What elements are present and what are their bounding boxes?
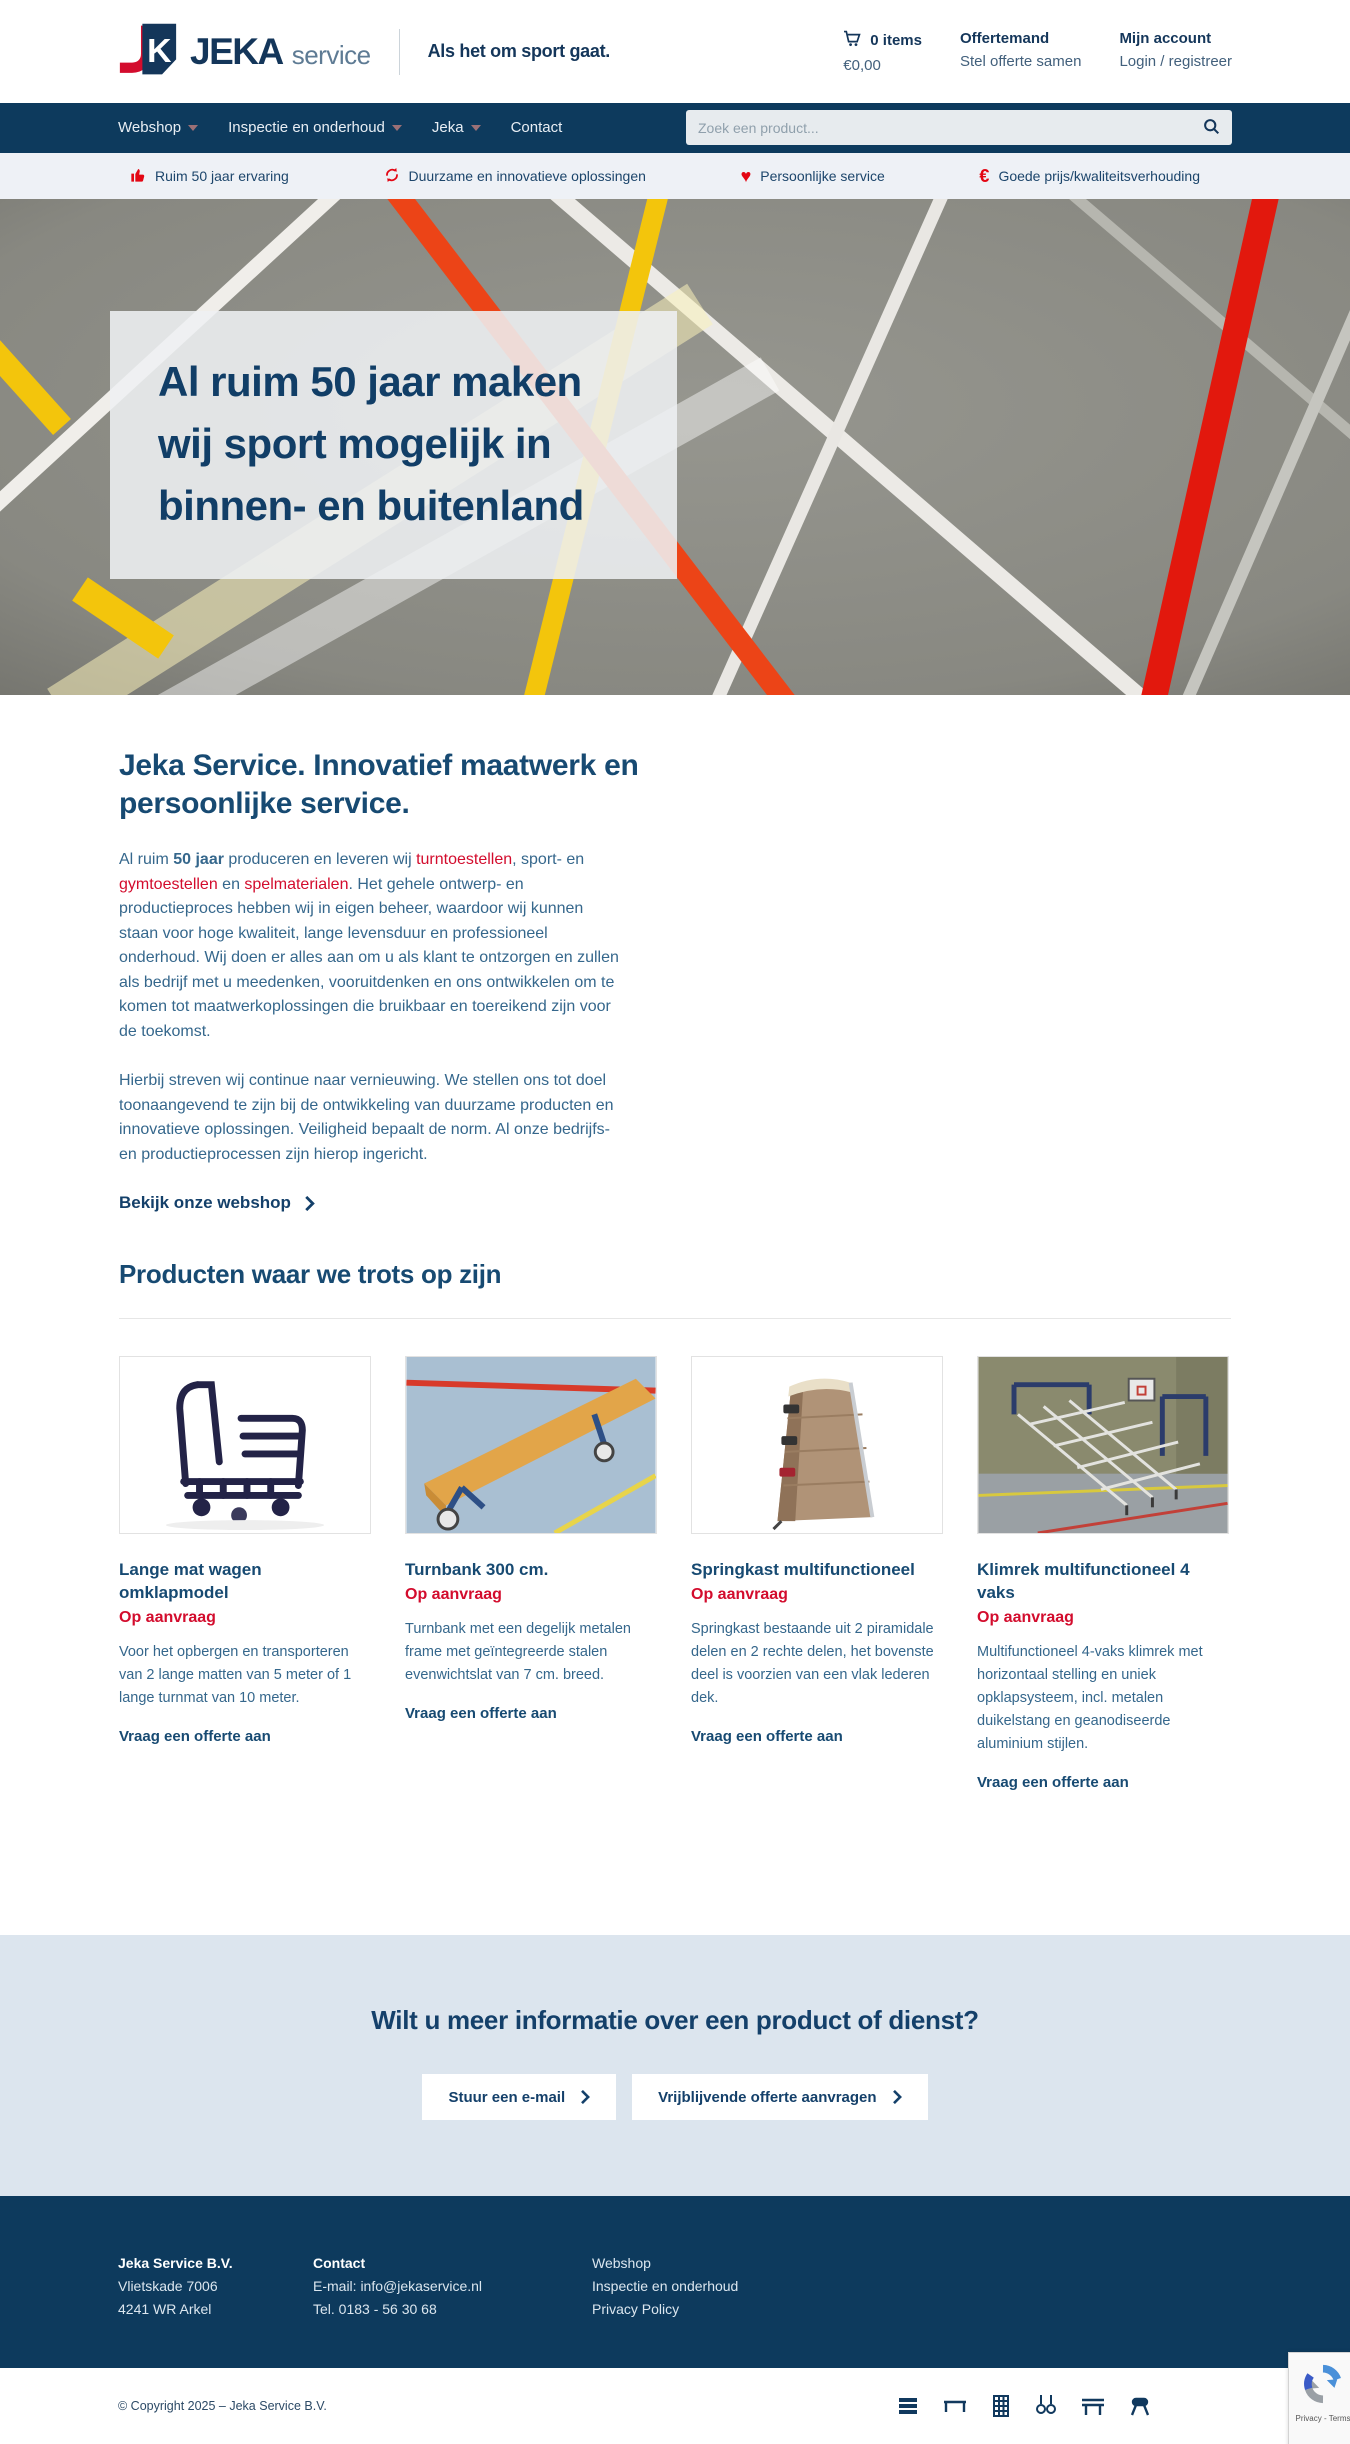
chevron-down-icon [188,125,198,131]
usp-item-service [741,167,885,185]
search-button[interactable] [1203,118,1220,138]
hero-banner [0,199,1350,695]
link-gymtoestellen[interactable]: gymtoestellen [119,875,218,893]
nav-label: Webshop [118,119,182,136]
product-image-springkast[interactable] [691,1356,943,1534]
cart-amount: €0,00 [843,56,881,74]
product-description: Voor het opbergen en transporteren van 2 lange matten van 5 meter of 1 lange turnmat van 10 meter. [119,1644,352,1706]
product-grid [119,1356,1231,1791]
footer-contact-column [313,2252,592,2368]
jeka-logo-mark-icon [118,21,178,82]
product-price: Op aanvraag [691,1586,788,1603]
chevron-down-icon [392,125,402,131]
product-image-turnbank[interactable] [405,1356,657,1534]
intro-text-bold: 50 jaar [173,851,224,868]
email-button-label: Stuur een e-mail [448,2088,566,2106]
copyright-text: © Copyright 2025 – Jeka Service B.V. [118,2399,327,2413]
climbing-frame-icon [990,2394,1012,2418]
rings-icon [1034,2394,1058,2418]
vaulting-buck-icon [1128,2394,1152,2418]
chevron-right-icon [893,2090,902,2104]
bench-icon [942,2394,968,2418]
intro-heading: Jeka Service. Innovatief maatwerk en persoonlijke service. [119,749,639,820]
offer-widget[interactable] [960,30,1081,74]
footer-link-privacy[interactable]: Privacy Policy [592,2301,680,2317]
footer-company-name: Jeka Service B.V. [118,2255,233,2271]
account-login-link: Login / registreer [1119,52,1232,70]
nav-label: Jeka [431,119,464,136]
logo-text-jeka: JEKA [190,30,283,72]
nav-item-jeka[interactable] [432,119,481,136]
intro-text: produceren en leveren wij [223,851,417,868]
product-price: Op aanvraag [119,1609,216,1626]
intro-paragraph-1 [119,848,624,1044]
product-price: Op aanvraag [405,1586,502,1603]
nav-item-contact[interactable] [511,119,563,136]
product-offer-link[interactable]: Vraag een offerte aan [691,1728,843,1745]
hero-heading: Al ruim 50 jaar maken wij sport mogelijk in binnen- en buitenland [158,358,584,529]
footer-contact-title: Contact [313,2255,366,2271]
usp-label: Persoonlijke service [760,168,885,184]
logo-text-service: service [291,39,371,70]
search-input[interactable] [698,120,1203,136]
logo-wordmark [190,31,371,73]
offer-request-button-label: Vrijblijvende offerte aanvragen [658,2088,877,2106]
recycle-icon [384,167,400,186]
search-box [686,110,1232,145]
main-nav [0,103,1350,152]
recaptcha-privacy-terms[interactable]: Privacy - Terms [1295,2414,1350,2423]
product-title[interactable]: Klimrek multifunctioneel 4 vaks [977,1560,1190,1602]
webshop-cta-label: Bekijk onze webshop [119,1193,291,1212]
webshop-cta-link[interactable] [119,1193,1231,1213]
hurdle-icon [1080,2394,1106,2418]
offer-request-button[interactable] [632,2074,927,2120]
product-title[interactable]: Turnbank 300 cm. [405,1560,549,1579]
account-widget[interactable] [1119,30,1232,74]
nav-label: Inspectie en onderhoud [228,119,385,136]
footer-company-city: 4241 WR Arkel [118,2301,212,2317]
products-heading: Producten waar we trots op zijn [119,1259,502,1289]
recaptcha-icon [1289,2363,1350,2410]
footer-email-link[interactable]: E-mail: info@jekaservice.nl [313,2278,483,2294]
product-offer-link[interactable]: Vraag een offerte aan [119,1728,271,1745]
product-offer-link[interactable]: Vraag een offerte aan [405,1705,557,1722]
offer-subtitle: Stel offerte samen [959,52,1082,70]
equipment-icons [896,2394,1152,2418]
product-card [691,1356,943,1791]
product-description: Springkast bestaande uit 2 piramidale delen en 2 rechte delen, het bovenste deel is voorzien van een vlak lederen dek. [691,1621,934,1706]
link-spelmaterialen[interactable]: spelmaterialen [244,875,349,893]
intro-paragraph-2: Hierbij streven wij continue naar vernieuwing. We stellen ons tot doel toonaangevend te zijn bij de ontwikkeling van duurzame producten en innovatieve oplossingen. Veiligheid bepaalt de norm. Al onze bedrijfs- en productieprocessen zijn hierop ingericht. [119,1072,614,1163]
product-title[interactable]: Lange mat wagen omklapmodel [119,1560,262,1602]
chevron-right-icon [305,1196,315,1211]
chevron-down-icon [471,125,481,131]
header-divider [399,29,400,75]
account-title: Mijn account [1119,29,1212,47]
product-card [977,1356,1229,1791]
intro-text: . Het gehele ontwerp- en productieproces hebben wij in eigen beheer, waardoor wij kunnen staan voor hoge kwaliteit, lange levensduur en professioneel onderhoud. Wij doen er alles aan om u als klant te ontzorgen en zullen als bedrijf met u meedenken, vooruitdenken en ons ontwikkelen om te komen tot maatwerkoplossingen die bruikbaar en toereikend zijn voor de toekomst. [119,875,619,1040]
usp-item-duurzaam [384,167,646,186]
footer-tel-link[interactable]: Tel. 0183 - 56 30 68 [313,2301,437,2317]
main-content [0,695,1350,1935]
cart-count: 0 items [870,31,922,49]
footer-links-column [592,2252,738,2368]
email-button[interactable] [422,2074,616,2120]
nav-label: Contact [510,119,563,136]
intro-text: en [217,875,245,893]
product-price: Op aanvraag [977,1609,1074,1626]
intro-text: , sport- en [512,851,585,868]
usp-label: Ruim 50 jaar ervaring [155,168,289,184]
footer-link-inspectie[interactable]: Inspectie en onderhoud [592,2278,739,2294]
product-title[interactable]: Springkast multifunctioneel [691,1560,915,1579]
nav-item-webshop[interactable] [118,119,198,136]
product-image-klimrek[interactable] [977,1356,1229,1534]
usp-item-prijs [979,167,1200,185]
usp-item-ervaring [130,167,289,186]
nav-item-inspectie-en-onderhoud[interactable] [228,119,402,136]
bottom-bar [0,2368,1350,2444]
thumbs-up-icon [130,167,146,186]
jeka-logo[interactable] [118,21,371,82]
product-description: Multifunctioneel 4-vaks klimrek met horizontaal stelling en uniek opklapsysteem, incl. metalen duikelstang en geanodiseerde aluminium stijlen. [977,1644,1203,1752]
heart-icon: ♥ [740,166,752,186]
tagline: Als het om sport gaat. [427,41,610,61]
recaptcha-badge[interactable] [1288,2352,1350,2444]
cta-heading: Wilt u meer informatie over een product of dienst? [371,2005,979,2035]
section-divider [119,1318,1231,1319]
mat-stack-icon [896,2394,920,2418]
footer-company-street: Vlietskade 7006 [118,2278,218,2294]
euro-icon: € [979,166,990,186]
link-turntoestellen[interactable]: turntoestellen [416,851,513,868]
product-card [119,1356,371,1791]
footer [0,2196,1350,2368]
search-icon [1203,118,1220,138]
footer-link-webshop[interactable]: Webshop [592,2255,651,2271]
product-card [405,1356,657,1791]
intro-text: Al ruim [119,851,174,868]
product-image-mat-wagen[interactable] [119,1356,371,1534]
offer-title: Offertemand [959,29,1050,47]
product-offer-link[interactable]: Vraag een offerte aan [977,1774,1129,1791]
hero-overlay-panel [110,311,677,579]
header-right [843,30,1232,74]
cart-icon [843,30,862,51]
cta-section [0,1935,1350,2196]
chevron-right-icon [581,2090,590,2104]
footer-company-column [118,2252,313,2368]
cart-widget[interactable] [843,30,922,74]
header [0,0,1350,103]
svg-text:K: K [147,32,172,71]
product-description: Turnbank met een degelijk metalen frame met geïntegreerde stalen evenwichtslat van 7 cm. breed. [405,1621,631,1683]
usp-label: Duurzame en innovatieve oplossingen [408,168,646,184]
usp-label: Goede prijs/kwaliteitsverhouding [998,168,1200,184]
usp-bar [0,152,1350,199]
